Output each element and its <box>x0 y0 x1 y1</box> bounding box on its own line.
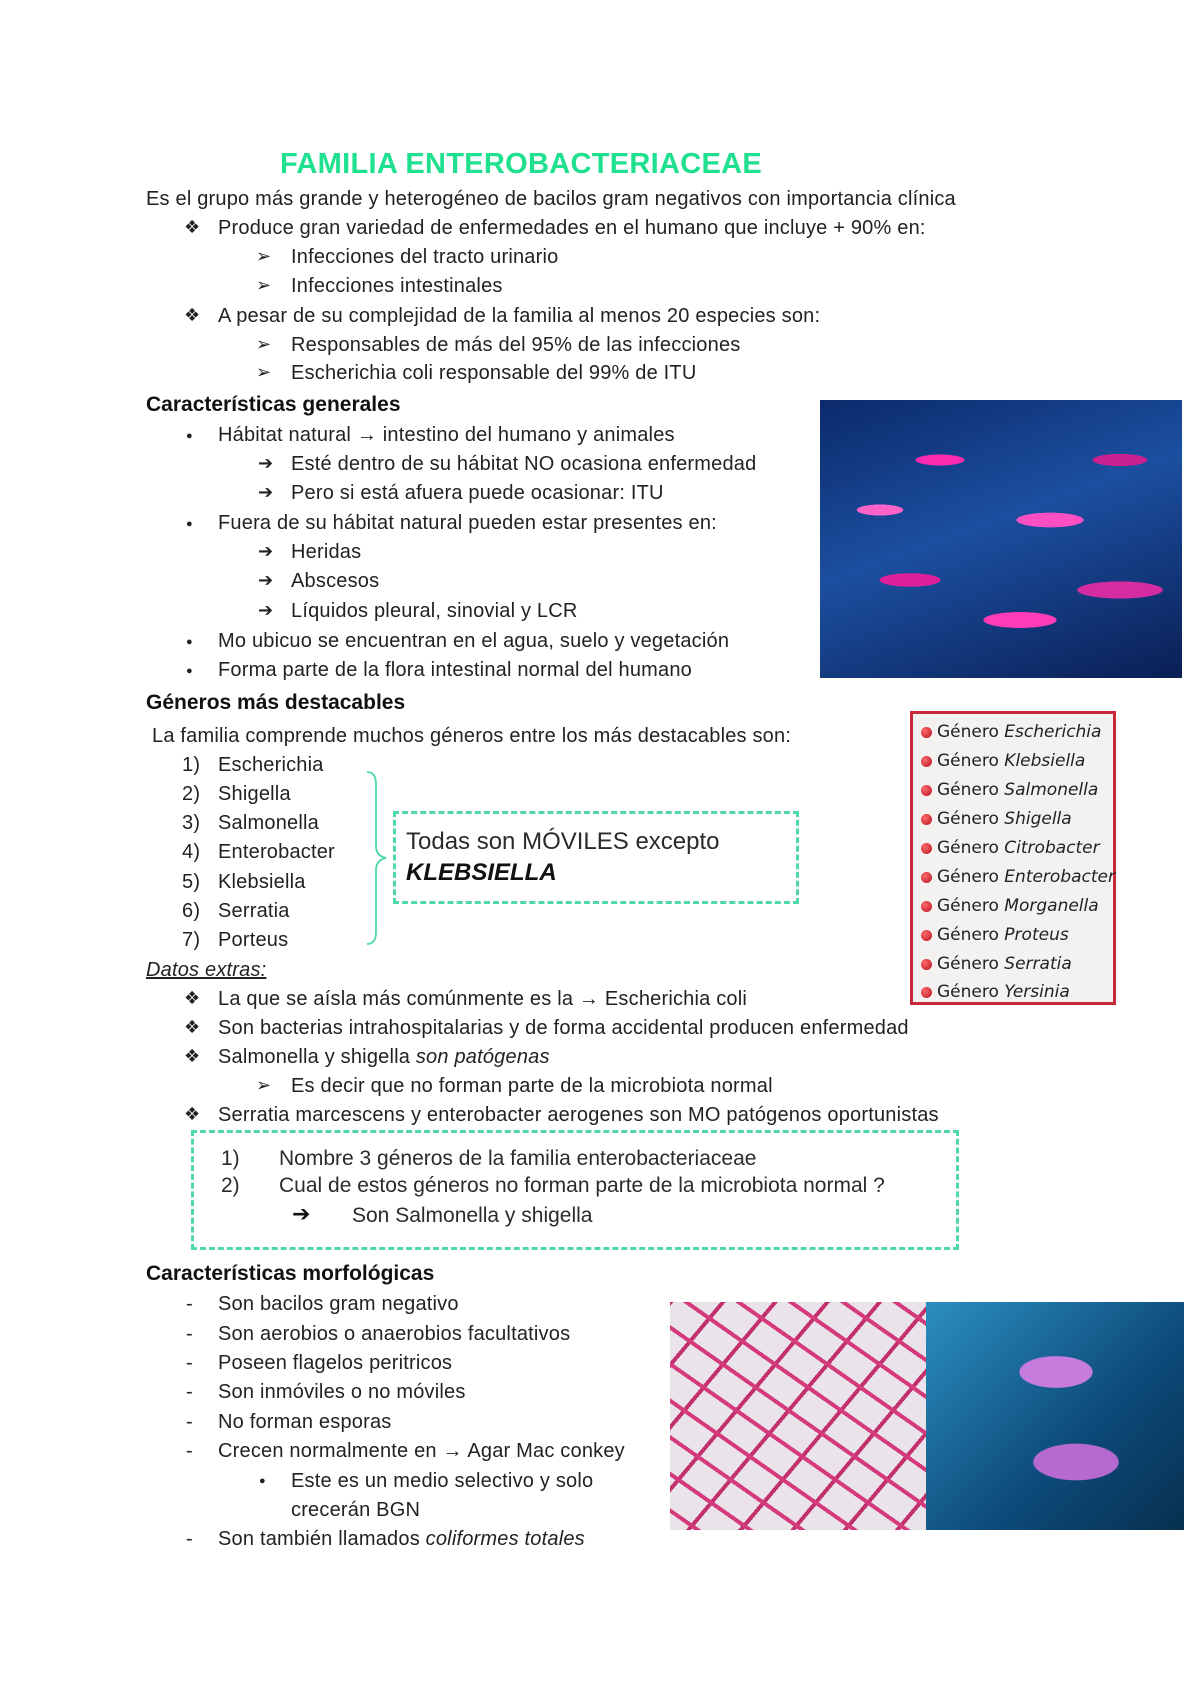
bacteria-illustration-image <box>820 400 1182 678</box>
generales-b2-sub: Líquidos pleural, sinovial y LCR <box>291 600 578 622</box>
diamond-bullet-icon: ❖ <box>184 305 201 325</box>
moviles-callout-box <box>393 811 799 904</box>
dash-bullet: - <box>186 1323 193 1345</box>
arrowhead-bullet-icon: ➢ <box>256 246 272 266</box>
arrow-bullet-icon: ➔ <box>258 570 274 590</box>
section-heading-generales: Características generales <box>146 393 401 416</box>
red-dot-icon <box>921 959 932 970</box>
list-number: 1) <box>182 754 201 776</box>
arrow-bullet-icon: ➔ <box>258 600 274 620</box>
red-dot-icon <box>921 987 932 998</box>
genus-box-item: Género Enterobacter <box>921 867 1115 887</box>
extras-e1: La que se aísla más comúnmente es la → Escherichia coli <box>218 988 748 1010</box>
dash-bullet: - <box>186 1528 193 1550</box>
genus-list-item: Klebsiella <box>218 871 306 893</box>
morfologicas-item: Poseen flagelos peritricos <box>218 1352 453 1374</box>
generales-b2-sub: Abscesos <box>291 570 380 592</box>
red-dot-icon <box>921 843 932 854</box>
section1-item1-sub: Infecciones intestinales <box>291 275 503 297</box>
dot-bullet-icon: ● <box>186 636 193 648</box>
extras-e2: Son bacterias intrahospitalarias y de forma accidental producen enfermedad <box>218 1017 909 1039</box>
list-number: 4) <box>182 841 201 863</box>
list-number: 6) <box>182 900 201 922</box>
generales-b2-sub: Heridas <box>291 541 362 563</box>
genus-reference-box <box>910 711 1116 1005</box>
arrow-bullet-icon: ➔ <box>258 453 274 473</box>
genus-list-item: Salmonella <box>218 812 319 834</box>
extras-e3-sub: Es decir que no forman parte de la microbiota normal <box>291 1075 773 1097</box>
extras-e4: Serratia marcescens y enterobacter aerogenes son MO patógenos oportunistas <box>218 1104 939 1126</box>
genus-box-item: Género Proteus <box>921 925 1069 945</box>
morfologicas-item: Son inmóviles o no móviles <box>218 1381 466 1403</box>
genus-box-item: Género Morganella <box>921 896 1099 916</box>
bacilli-3d-illustration-image <box>926 1302 1184 1530</box>
intro-text: Es el grupo más grande y heterogéneo de bacilos gram negativos con importancia clínica <box>146 188 956 210</box>
list-number: 5) <box>182 871 201 893</box>
generales-b1: Hábitat natural → intestino del humano y animales <box>218 424 675 446</box>
morfologicas-last: Son también llamados coliformes totales <box>218 1528 585 1550</box>
moviles-line1: Todas son MÓVILES excepto <box>406 828 720 855</box>
generales-b2: Fuera de su hábitat natural pueden estar presentes en: <box>218 512 717 534</box>
dash-bullet: - <box>186 1381 193 1403</box>
dot-bullet-icon: ● <box>186 518 193 530</box>
red-dot-icon <box>921 814 932 825</box>
list-number: 2) <box>182 783 201 805</box>
genus-box-item: Género Salmonella <box>921 780 1098 800</box>
red-dot-icon <box>921 930 932 941</box>
red-dot-icon <box>921 872 932 883</box>
section1-item2-sub: Escherichia coli responsable del 99% de ITU <box>291 362 697 384</box>
generales-b4: Forma parte de la flora intestinal normal del humano <box>218 659 692 681</box>
arrowhead-bullet-icon: ➢ <box>256 362 272 382</box>
genus-list-item: Serratia <box>218 900 290 922</box>
arrowhead-bullet-icon: ➢ <box>256 334 272 354</box>
diamond-bullet-icon: ❖ <box>184 988 201 1008</box>
generos-intro: La familia comprende muchos géneros entre los más destacables son: <box>152 725 792 747</box>
dot-bullet-icon: ● <box>186 430 193 442</box>
diamond-bullet-icon: ❖ <box>184 217 201 237</box>
diamond-bullet-icon: ❖ <box>184 1046 201 1066</box>
red-dot-icon <box>921 901 932 912</box>
arrow-bullet-icon: ➔ <box>258 482 274 502</box>
quiz-question1: Nombre 3 géneros de la familia enterobacteriaceae <box>279 1147 757 1170</box>
quiz-question2: Cual de estos géneros no forman parte de la microbiota normal ? <box>279 1174 885 1197</box>
dot-bullet-icon: ● <box>186 665 193 677</box>
section1-item1-sub: Infecciones del tracto urinario <box>291 246 559 268</box>
genus-box-item: Género Yersinia <box>921 982 1070 1002</box>
generales-b1-sub: Esté dentro de su hábitat NO ocasiona enfermedad <box>291 453 757 475</box>
quiz-answer: Son Salmonella y shigella <box>352 1204 593 1227</box>
genus-list-item: Porteus <box>218 929 289 951</box>
genus-list-item: Escherichia <box>218 754 324 776</box>
extras-heading: Datos extras: <box>146 959 267 981</box>
page-title: FAMILIA ENTEROBACTERIACEAE <box>280 148 763 180</box>
quiz-number: 1) <box>221 1147 240 1170</box>
morfologicas-item: Son aerobios o anaerobios facultativos <box>218 1323 571 1345</box>
extras-e3: Salmonella y shigella son patógenas <box>218 1046 550 1068</box>
dot-bullet-icon: ● <box>259 1475 266 1487</box>
morfologicas-sub2: crecerán BGN <box>291 1499 421 1521</box>
arrow-bullet-icon: ➔ <box>258 541 274 561</box>
dash-bullet: - <box>186 1411 193 1433</box>
dash-bullet: - <box>186 1293 193 1315</box>
morfologicas-item: No forman esporas <box>218 1411 392 1433</box>
arrow-icon: ➔ <box>292 1201 311 1226</box>
red-dot-icon <box>921 756 932 767</box>
genus-list-item: Shigella <box>218 783 291 805</box>
curly-brace-icon <box>364 770 390 946</box>
generales-b3: Mo ubicuo se encuentran en el agua, suelo y vegetación <box>218 630 730 652</box>
diamond-bullet-icon: ❖ <box>184 1104 201 1124</box>
morfologicas-item: Son bacilos gram negativo <box>218 1293 459 1315</box>
arrowhead-bullet-icon: ➢ <box>256 1075 272 1095</box>
section1-item1: Produce gran variedad de enfermedades en el humano que incluye + 90% en: <box>218 217 926 239</box>
gram-stain-microscopy-image <box>670 1302 926 1530</box>
list-number: 7) <box>182 929 201 951</box>
arrowhead-bullet-icon: ➢ <box>256 275 272 295</box>
section-heading-generos: Géneros más destacables <box>146 691 406 714</box>
genus-box-item: Género Citrobacter <box>921 838 1100 858</box>
section1-item2: A pesar de su complejidad de la familia al menos 20 especies son: <box>218 305 821 327</box>
red-dot-icon <box>921 785 932 796</box>
quiz-number: 2) <box>221 1174 240 1197</box>
generales-b1-sub: Pero si está afuera puede ocasionar: ITU <box>291 482 664 504</box>
moviles-line2: KLEBSIELLA <box>406 859 557 886</box>
morfologicas-item: Crecen normalmente en → Agar Mac conkey <box>218 1440 625 1462</box>
dash-bullet: - <box>186 1440 193 1462</box>
genus-list-item: Enterobacter <box>218 841 335 863</box>
red-dot-icon <box>921 727 932 738</box>
diamond-bullet-icon: ❖ <box>184 1017 201 1037</box>
list-number: 3) <box>182 812 201 834</box>
morfologicas-sub1: Este es un medio selectivo y solo <box>291 1470 594 1492</box>
dash-bullet: - <box>186 1352 193 1374</box>
genus-box-item: Género Serratia <box>921 954 1072 974</box>
genus-box-item: Género Shigella <box>921 809 1072 829</box>
genus-box-item: Género Escherichia <box>921 722 1101 742</box>
section-heading-morfologicas: Características morfológicas <box>146 1262 435 1285</box>
section1-item2-sub: Responsables de más del 95% de las infecciones <box>291 334 741 356</box>
genus-box-item: Género Klebsiella <box>921 751 1085 771</box>
